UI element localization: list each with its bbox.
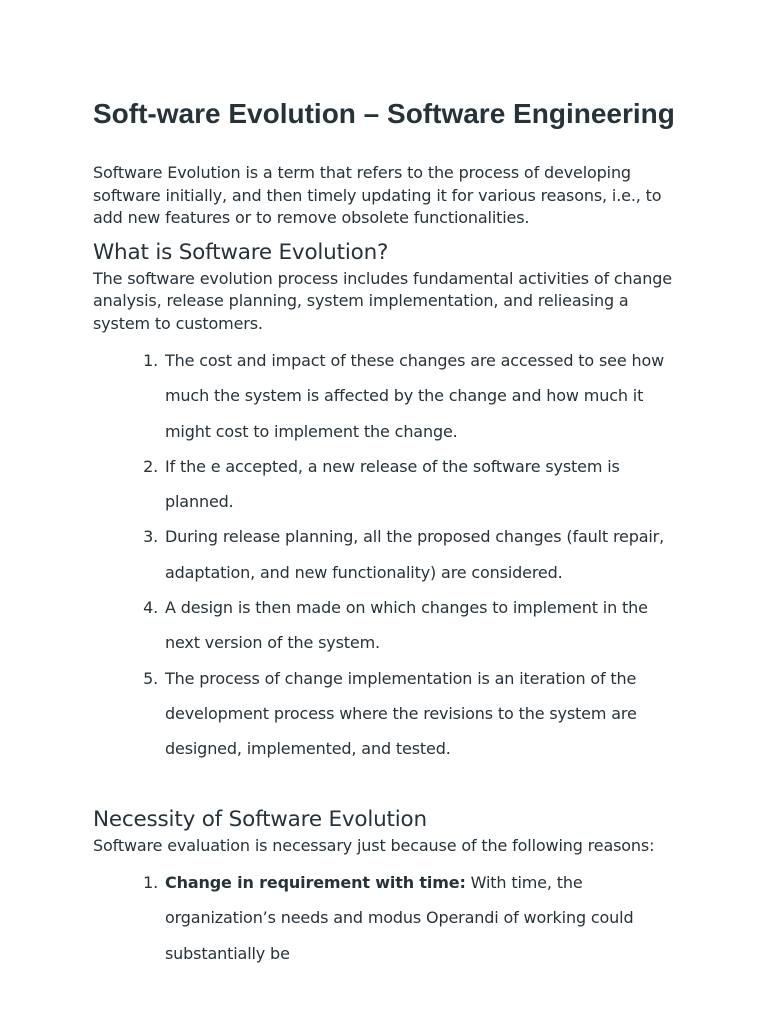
list-item: 1. The cost and impact of these changes are accessed to see how much the system is affected by the change and how much it might cost to implement the change. bbox=[163, 343, 683, 449]
reason-title: Change in requirement with time: bbox=[165, 873, 466, 893]
section-paragraph-necessity: Software evaluation is necessary just because of the following reasons: bbox=[93, 835, 655, 855]
reason-text: With time, the organization’s needs and modus Operandi of working could substantially be bbox=[165, 873, 634, 963]
list-item: 2. If the e accepted, a new release of the software system is planned. bbox=[163, 449, 683, 520]
article bbox=[93, 96, 683, 971]
ordered-list-reasons bbox=[93, 865, 683, 971]
list-item: 5. The process of change implementation is an iteration of the development process where the revisions to the system are designed, implemented, and tested. bbox=[163, 661, 683, 767]
page-title: Soft-ware Evolution – Software Engineering bbox=[93, 98, 675, 129]
intro-paragraph: Software Evolution is a term that refers to the process of developing software initially, and then timely updating it for various reasons, i.e., to add new features or to remove obsolete functionalities. bbox=[93, 163, 662, 227]
section-heading-necessity: Necessity of Software Evolution bbox=[93, 806, 427, 832]
list-item bbox=[163, 865, 683, 971]
list-item: 4. A design is then made on which changes to implement in the next version of the system. bbox=[163, 590, 683, 661]
section-heading-what-is: What is Software Evolution? bbox=[93, 239, 389, 265]
ordered-list-process-steps bbox=[93, 343, 683, 767]
section-paragraph-what-is: The software evolution process includes fundamental activities of change analysis, release planning, system implementation, and relieasing a system to customers. bbox=[93, 268, 672, 333]
list-item: 3. During release planning, all the proposed changes (fault repair, adaptation, and new functionality) are considered. bbox=[163, 519, 683, 590]
